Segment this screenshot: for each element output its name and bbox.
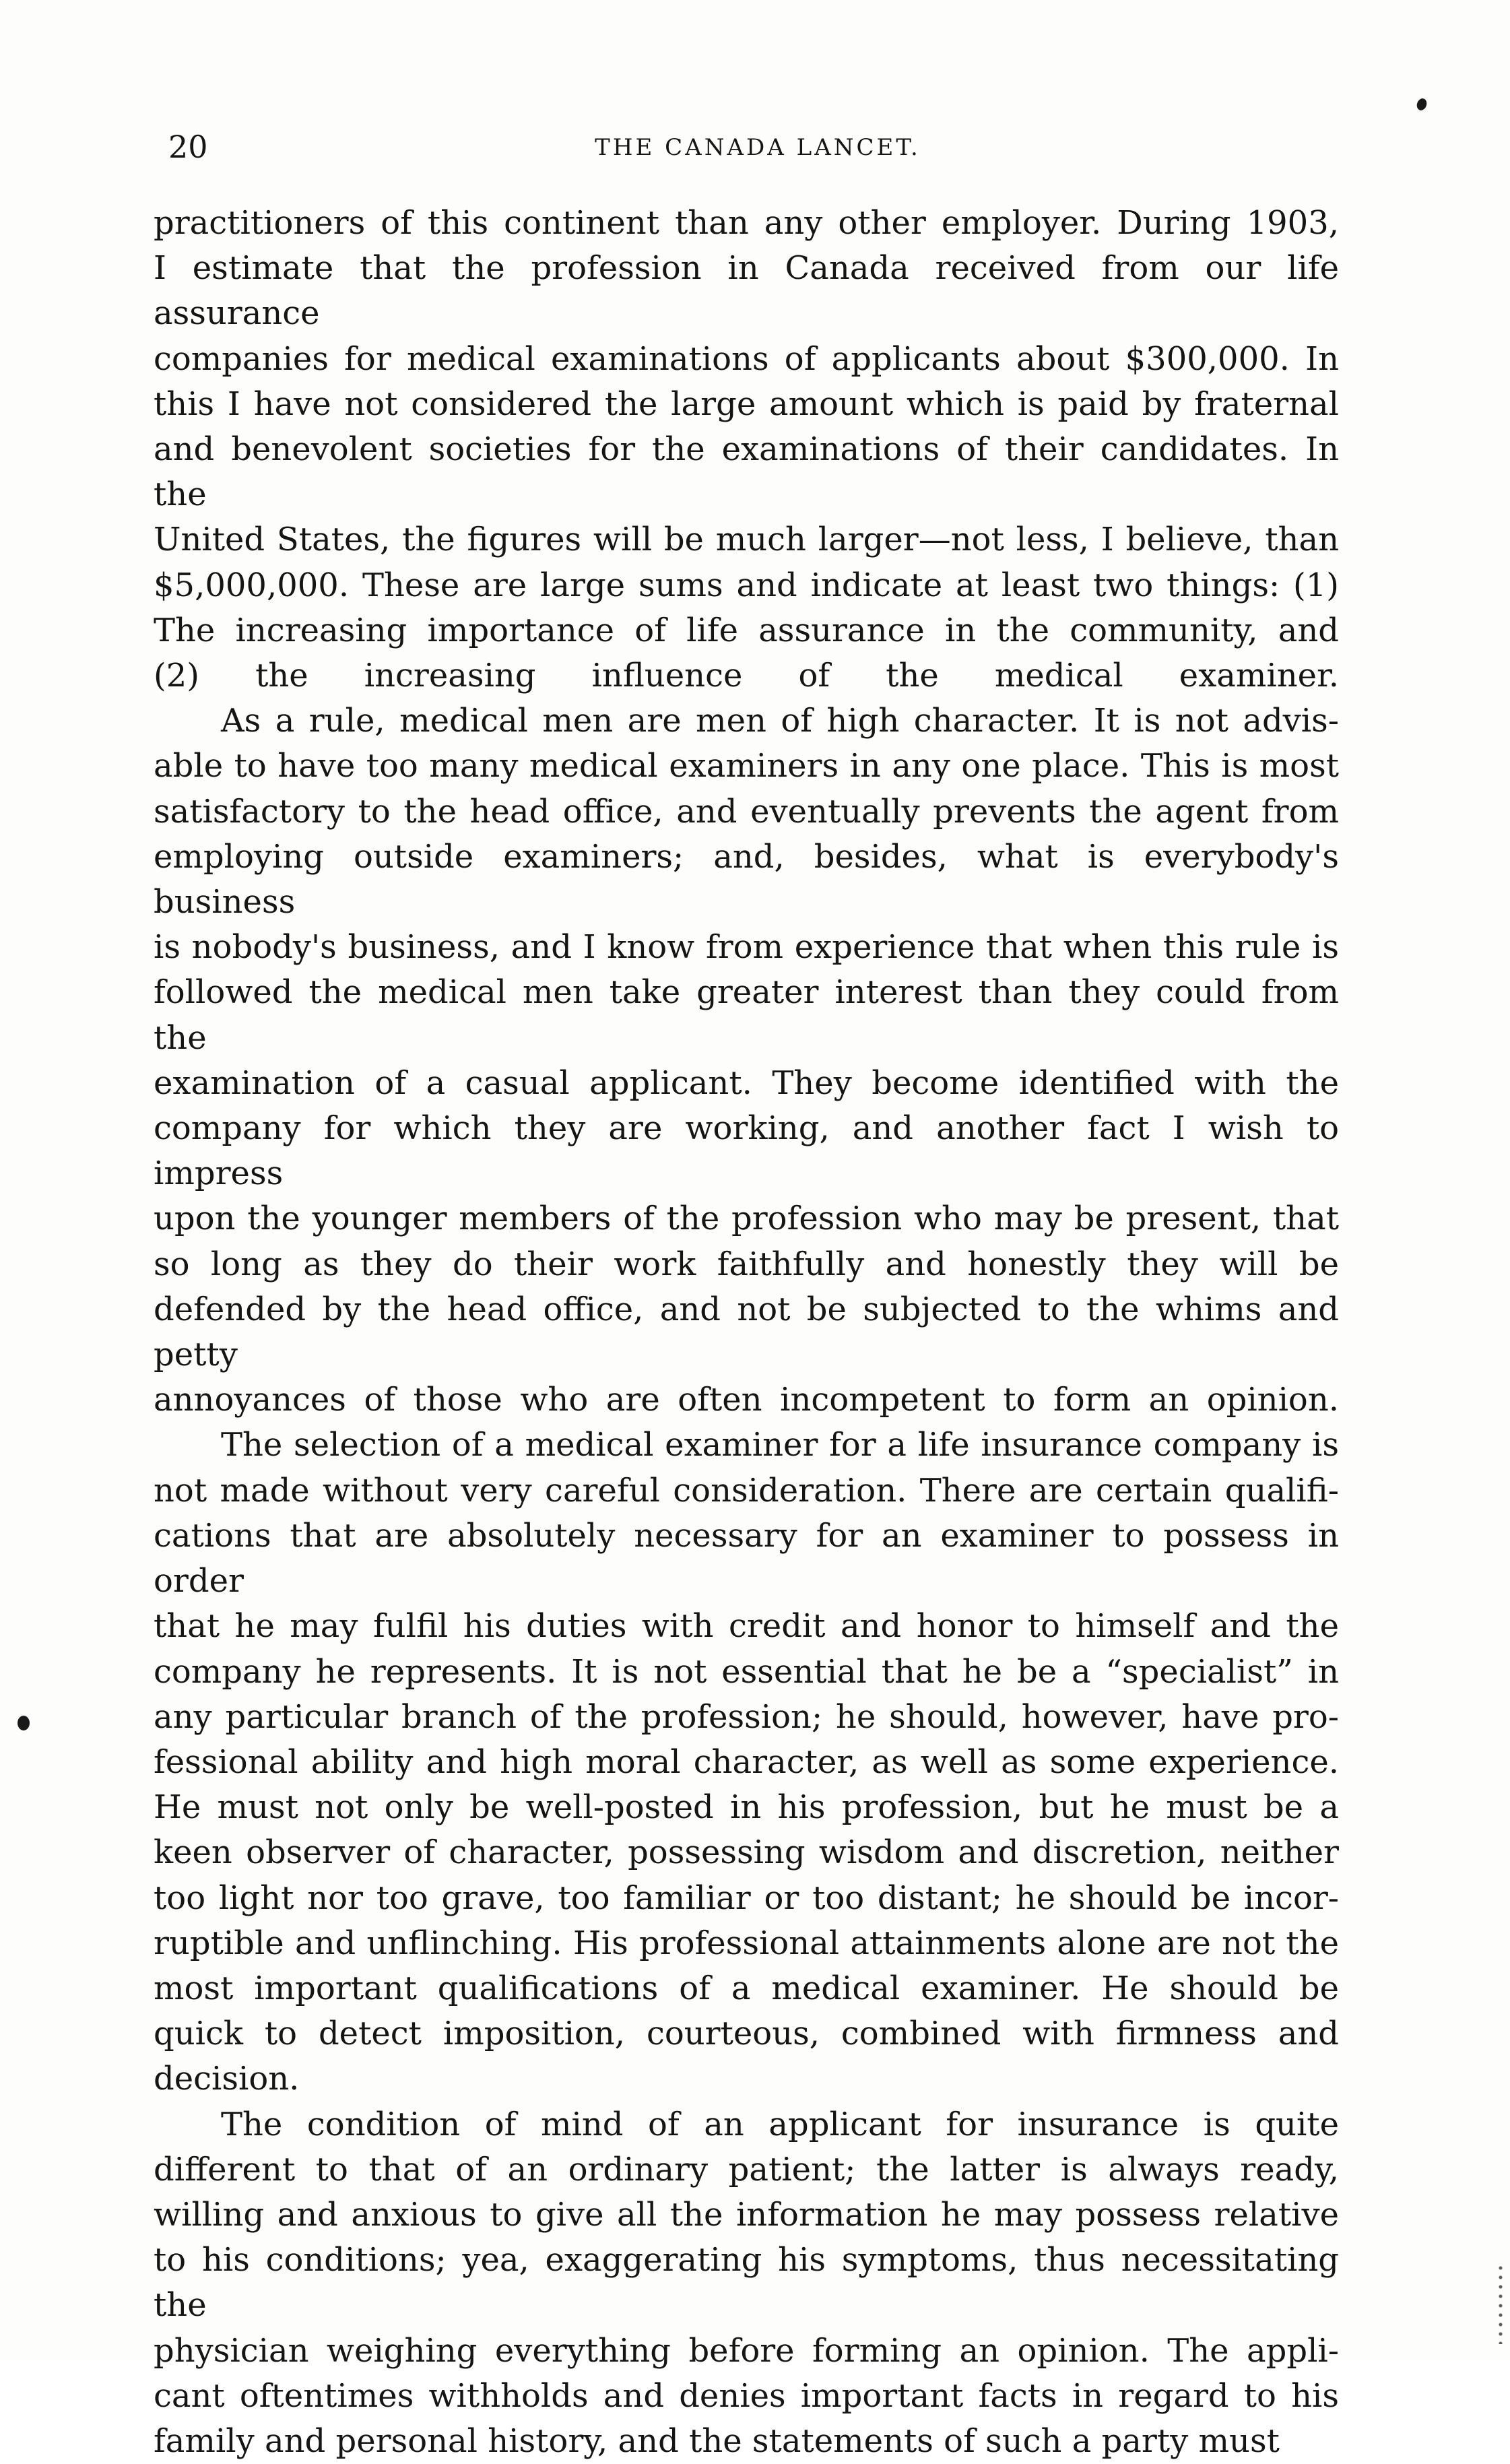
line-row [154,382,1339,427]
line-row [154,1650,1339,1695]
text-line: fessional ability and high moral character, as well as some experience. [154,1743,1339,1781]
text-line: examination of a casual applicant. They become identified with the [154,1064,1339,1102]
line-row [154,2102,1339,2147]
line-row [154,925,1339,970]
text-line: this I have not considered the large amount which is paid by fraternal [154,385,1339,423]
line-row [154,970,1339,1060]
line-row [154,201,1339,246]
line-row [154,1061,1339,1106]
text-line: to his conditions; yea, exaggerating his symptoms, thus necessitating the [154,2241,1339,2325]
text-line: cant oftentimes withholds and denies important facts in regard to his [154,2376,1339,2415]
line-row [154,1695,1339,1740]
line-row [154,1740,1339,1785]
text-line: that he may fulfil his duties with credit and honor to himself and the [154,1607,1339,1646]
text-line: defended by the head office, and not be subjected to the whims and petty [154,1290,1339,1374]
line-row [154,1785,1339,1830]
line-row [154,246,1339,336]
line-row [154,789,1339,835]
line-row [154,744,1339,789]
line-row [154,2193,1339,2238]
paragraph-1 [154,201,1339,699]
page-edge-speckles [1497,2263,1505,2344]
text-line: willing and anxious to give all the information he may possess relative [154,2195,1339,2234]
line-row [154,2238,1339,2328]
running-head: THE CANADA LANCET. [595,134,921,161]
text-line: The condition of mind of an applicant for insurance is quite [221,2105,1339,2143]
text-line: The selection of a medical examiner for a life insurance company is [221,1426,1339,1464]
line-row [154,517,1339,562]
text-line: employing outside examiners; and, besides, what is everybody's business [154,837,1339,921]
article-body [154,201,1339,2464]
text-line: cations that are absolutely necessary for an examiner to possess in order [154,1516,1339,1600]
text-line: companies for medical examinations of applicants about $300,000. In [154,339,1339,378]
line-row [154,1921,1339,1966]
paragraph-2 [154,699,1339,1423]
text-line: He must not only be well-posted in his profession, but he must be a [154,1788,1339,1827]
line-row [154,1604,1339,1649]
text-line: company he represents. It is not essential that he be a “specialist” in [154,1652,1339,1691]
line-row [154,2374,1339,2419]
text-line: most important qualifications of a medical examiner. He should be [154,1969,1339,2007]
line-row [154,835,1339,925]
line-row [154,1196,1339,1241]
paragraph-4 [154,2102,1339,2464]
text-line: different to that of an ordinary patient; the latter is always ready, [154,2150,1339,2189]
text-line: keen observer of character, possessing wisdom and discretion, neither [154,1834,1339,1872]
text-line: family and personal history, and the statements of such a party must [154,2422,1280,2460]
text-line: $5,000,000. These are large sums and indicate at least two things: (1) [154,566,1339,604]
text-line: followed the medical men take greater interest than they could from the [154,973,1339,1057]
text-line: any particular branch of the profession; he should, however, have pro- [154,1697,1339,1736]
text-line: is nobody's business, and I know from experience that when this rule is [154,928,1339,967]
text-line: I estimate that the profession in Canada received from our life assurance [154,249,1339,333]
line-row [154,2147,1339,2193]
line-row [154,1830,1339,1875]
line-row [154,608,1339,653]
text-line: practitioners of this continent than any other employer. During 1903, [154,204,1339,242]
text-line: too light nor too grave, too familiar or too distant; he should be incor- [154,1879,1339,1917]
text-line: annoyances of those who are often incompetent to form an opinion. [154,1381,1339,1419]
text-line: The increasing importance of life assurance in the community, and [154,611,1339,649]
line-row [154,1514,1339,1604]
line-row [154,2419,1339,2464]
line-row [154,1377,1339,1423]
paragraph-3 [154,1423,1339,2102]
line-row [154,1287,1339,1377]
line-row [154,1242,1339,1287]
text-line: ruptible and unflinching. His professional attainments alone are not the [154,1924,1339,1962]
page-number: 20 [168,129,208,165]
text-line: company for which they are working, and another fact I wish to impress [154,1109,1339,1193]
text-line: United States, the figures will be much larger—not less, I believe, than [154,521,1339,559]
line-row [154,699,1339,744]
text-line: satisfactory to the head office, and eventually prevents the agent from [154,792,1339,831]
text-line: upon the younger members of the profession who may be present, that [154,1200,1339,1238]
line-row [154,337,1339,382]
line-row [154,1966,1339,2011]
text-line: quick to detect imposition, courteous, combined with firmness and decision. [154,2015,1339,2098]
text-line: (2) the increasing influence of the medical examiner. [154,657,1339,695]
line-row [154,2011,1339,2102]
line-row [154,1423,1339,1468]
text-line: As a rule, medical men are men of high character. It is not advis- [221,702,1339,740]
line-row [154,1468,1339,1514]
margin-dot-mark [18,1716,30,1730]
line-row [154,653,1339,699]
line-row [154,1876,1339,1921]
text-line: physician weighing everything before forming an opinion. The appli- [154,2331,1339,2370]
page-header [168,127,1347,174]
line-row [154,2329,1339,2374]
line-row [154,427,1339,517]
ink-blot-mark [1415,97,1428,112]
line-row [154,563,1339,608]
line-row [154,1106,1339,1196]
text-line: able to have too many medical examiners in any one place. This is most [154,747,1339,785]
text-line: and benevolent societies for the examinations of their candidates. In the [154,430,1339,514]
text-line: not made without very careful consideration. There are certain qualifi- [154,1471,1339,1510]
text-line: so long as they do their work faithfully and honestly they will be [154,1245,1339,1283]
